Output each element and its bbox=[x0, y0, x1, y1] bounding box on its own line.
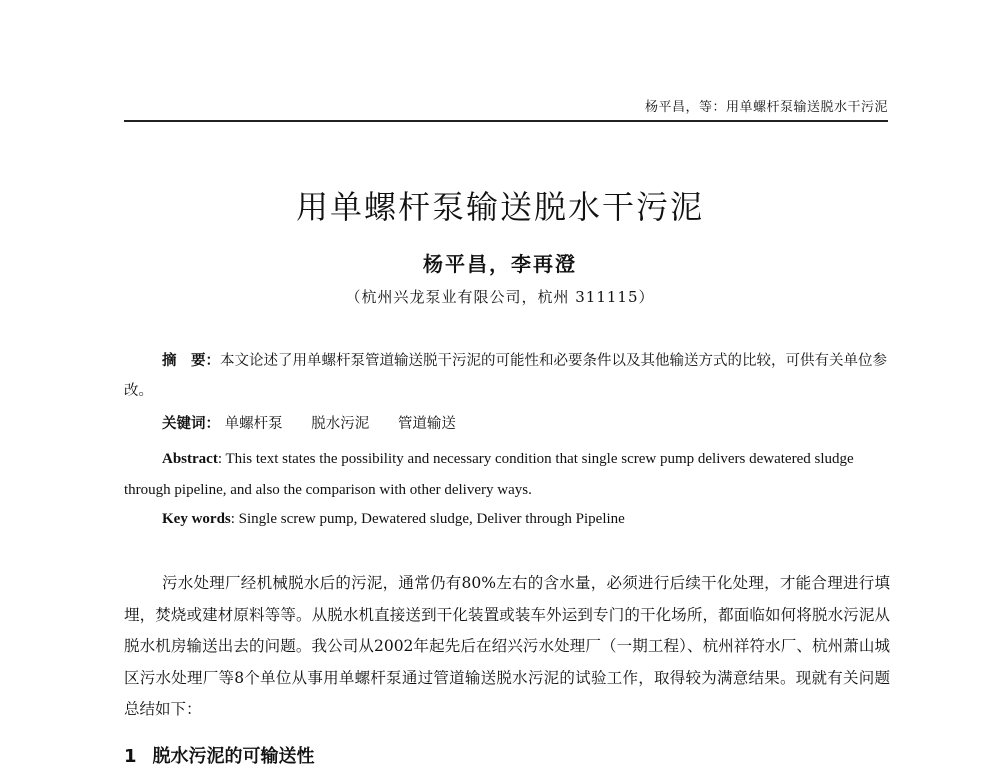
section-title: 脱水污泥的可输送性 bbox=[152, 746, 315, 767]
body-paragraph-text: 污水处理厂经机械脱水后的污泥，通常仍有80%左右的含水量，必须进行后续干化处理，才能合理进行填埋，焚烧或建材原料等等。从脱水机直接送到干化装置或装车外运到专门的干化场所，都面临如何将脱水污泥从脱水机房输送出去的问题。我公司从2002年起先后在绍兴污水处理厂（一期工程）、杭州祥符水厂、杭州萧山城区污水处理厂等8个单位从事用单螺杆泵通过管道输送脱水污泥的试验工作，取得较为满意结果。现就有关问题总结如下： bbox=[124, 574, 890, 718]
abstract-cn-text: 本文论述了用单螺杆泵管道输送脱干污泥的可能性和必要条件以及其他输送方式的比较，可供有关单位参改。 bbox=[124, 353, 887, 399]
paper-title: 用单螺杆泵输送脱水干污泥 bbox=[295, 188, 704, 226]
authors: 杨平昌，李再澄 bbox=[423, 252, 577, 276]
section-heading bbox=[124, 742, 315, 768]
header-rule bbox=[124, 120, 888, 122]
keywords-cn-label: 关键词： bbox=[162, 416, 220, 432]
abstract-en-text: : This text states the possibility and necessary condition that single screw pump delivers dewatered sludge through pipeline, and also the comparison with other delivery ways. bbox=[124, 451, 854, 498]
keywords-cn bbox=[162, 412, 928, 433]
keyword-cn-2: 脱水污泥 bbox=[311, 416, 370, 432]
abstract-cn-label: 摘 要： bbox=[162, 353, 220, 369]
section-number: 1 bbox=[124, 746, 137, 767]
keywords-en-text: : Single screw pump, Dewatered sludge, Deliver through Pipeline bbox=[230, 511, 625, 527]
abstract-cn bbox=[124, 346, 890, 406]
abstract-en bbox=[124, 444, 890, 506]
keywords-en-label: Key words bbox=[162, 511, 231, 527]
running-head: 杨平昌，等：用单螺杆泵输送脱水干污泥 bbox=[644, 100, 888, 115]
body-paragraph bbox=[124, 568, 890, 726]
abstract-en-label: Abstract bbox=[162, 451, 218, 467]
affiliation: （杭州兴龙泵业有限公司，杭州 311115） bbox=[345, 288, 655, 306]
keyword-cn-3: 管道输送 bbox=[397, 416, 456, 432]
keywords-en bbox=[162, 511, 928, 528]
keyword-cn-1: 单螺杆泵 bbox=[224, 416, 283, 432]
